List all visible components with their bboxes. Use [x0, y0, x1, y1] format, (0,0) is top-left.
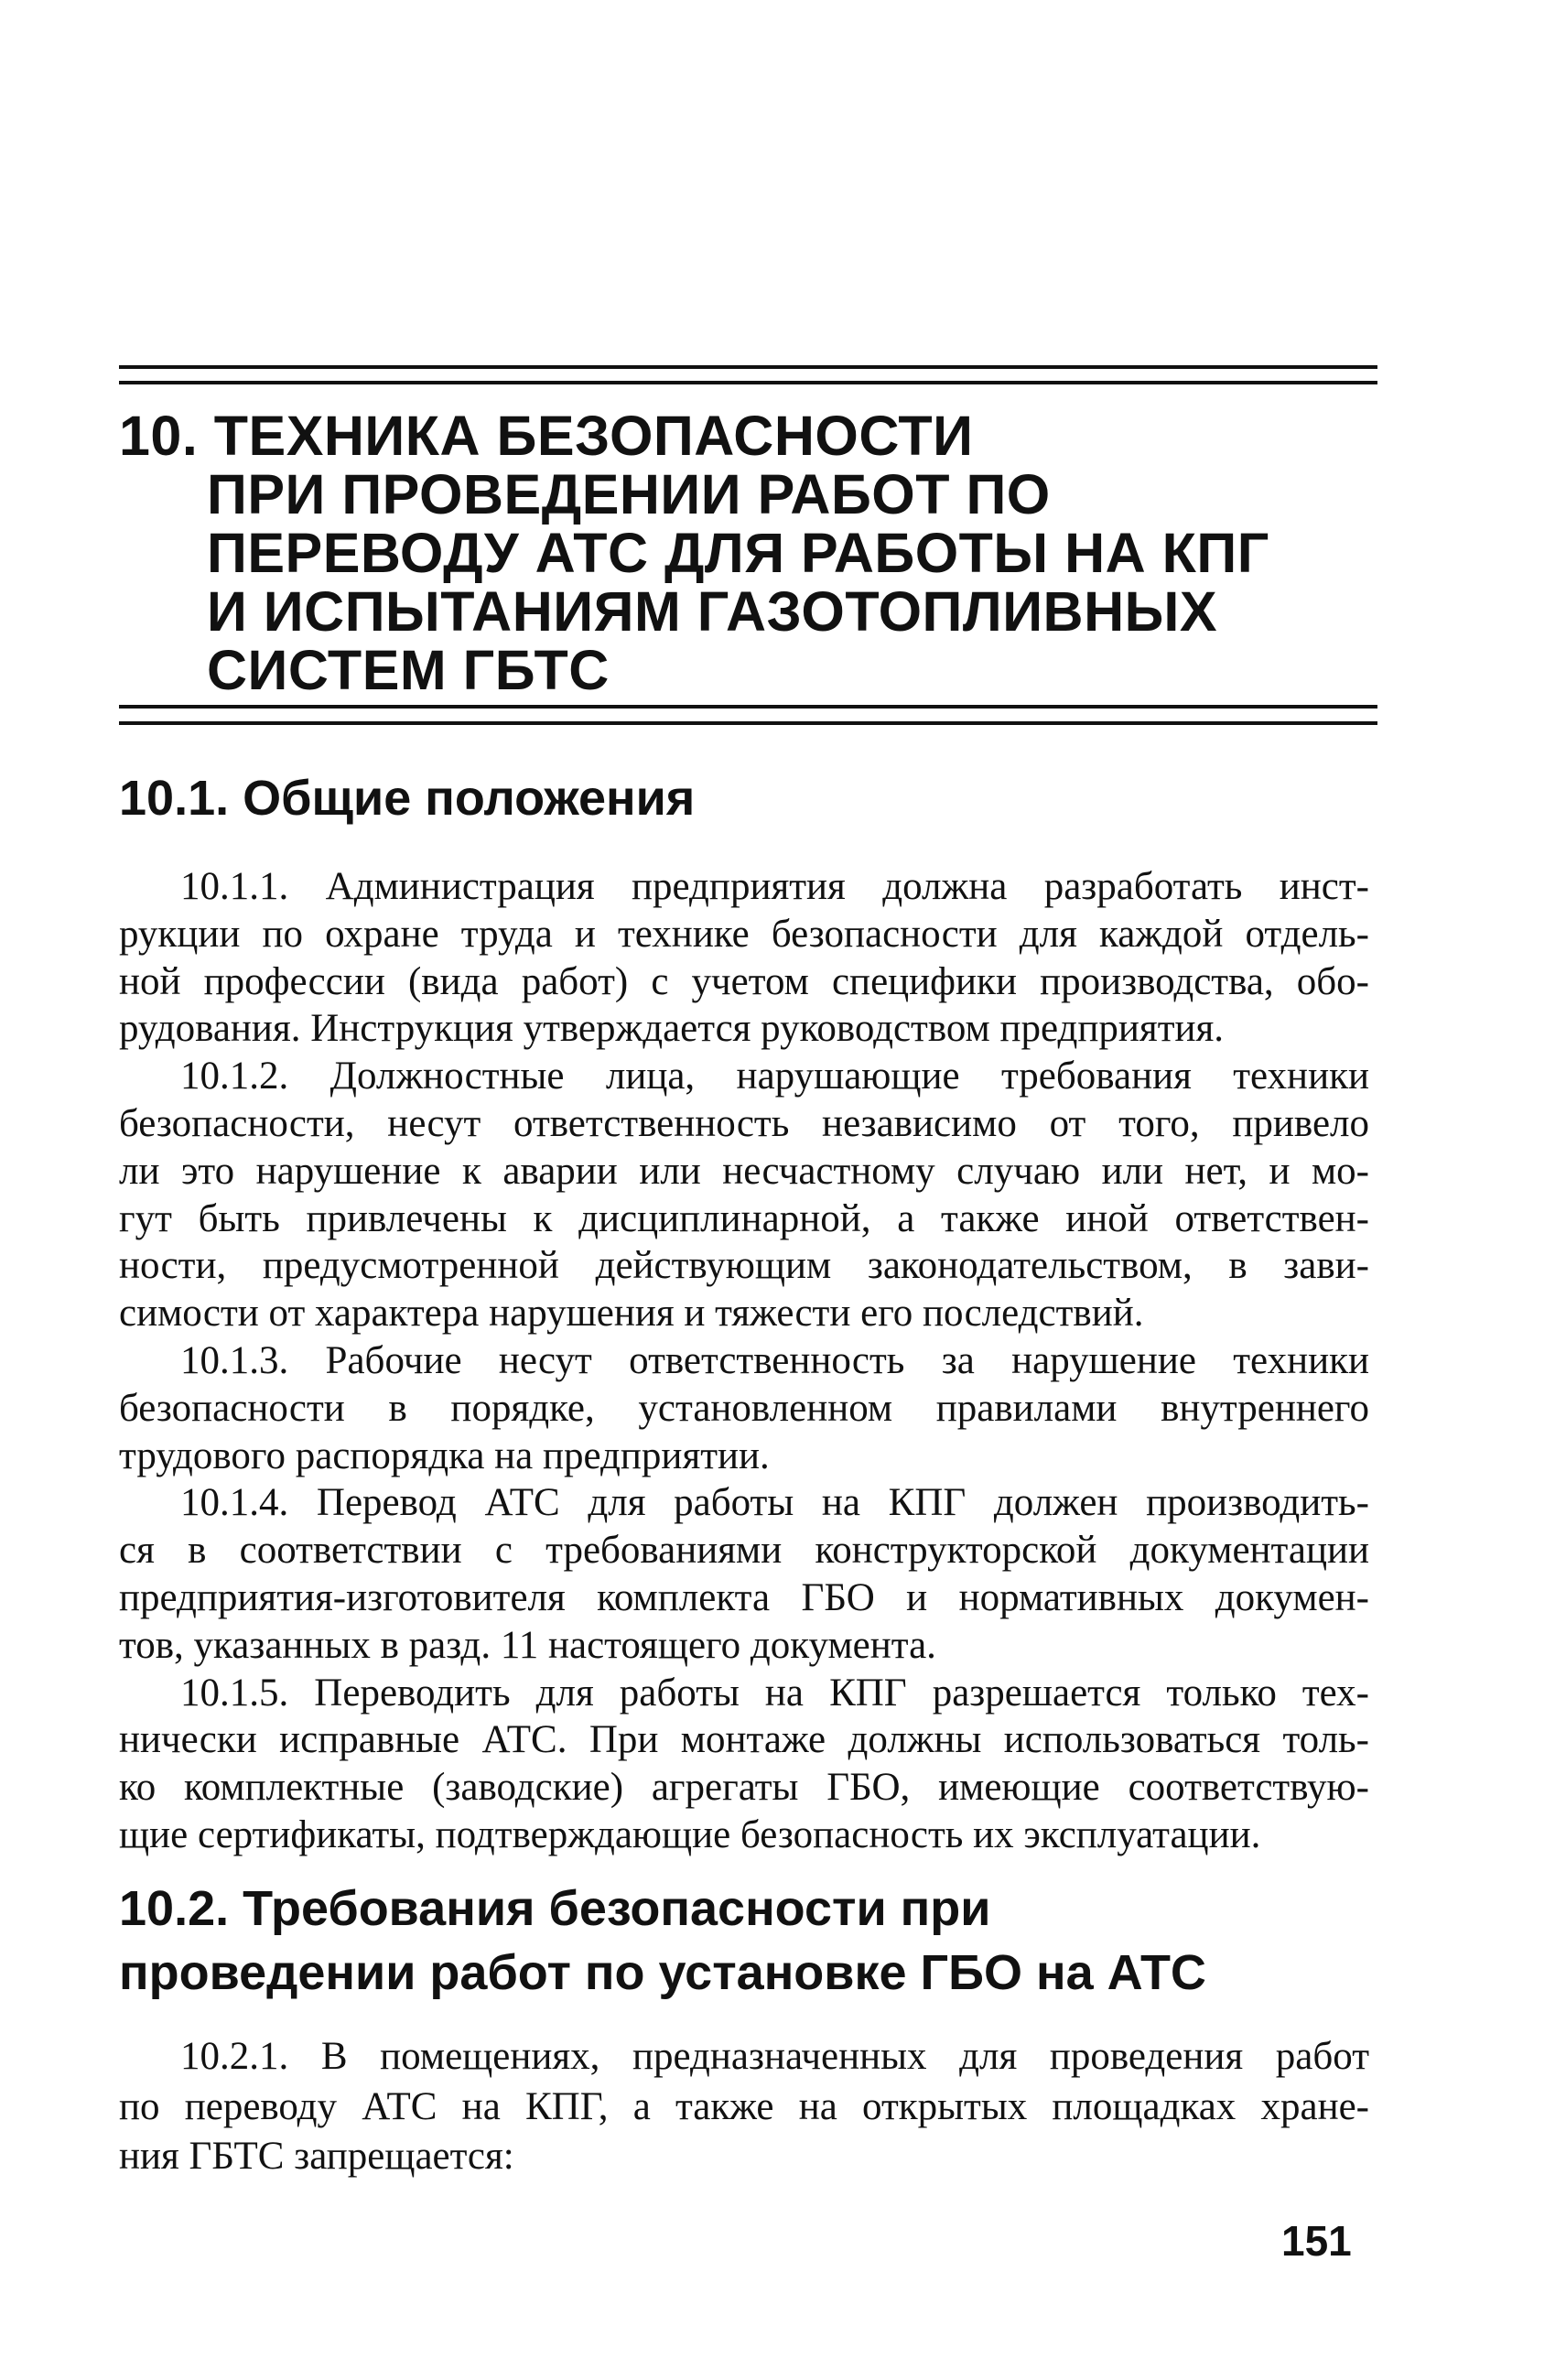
- paragraph: [119, 863, 1369, 1053]
- paragraph-line: рукции по охране труда и технике безопасности для каждой отдель-: [119, 912, 1369, 956]
- paragraph-line: ли это нарушение к аварии или несчастному случаю или нет, и мо-: [119, 1149, 1369, 1193]
- section-heading-10-1: 10.1. Общие положения: [119, 771, 696, 826]
- paragraph-line: 10.1.5. Переводить для работы на КПГ разрешается только тех-: [180, 1671, 1369, 1715]
- chapter-title: [119, 406, 1269, 699]
- top-rule-2: [119, 381, 1377, 384]
- section-10-2-body: [119, 2032, 1369, 2182]
- chapter-title-line: ПЕРЕВОДУ АТС ДЛЯ РАБОТЫ НА КПГ: [207, 522, 1269, 584]
- paragraph-line: 10.1.3. Рабочие несут ответственность за нарушение техники: [180, 1338, 1369, 1382]
- chapter-title-line: СИСТЕМ ГБТС: [207, 639, 610, 701]
- paragraph-line: 10.1.2. Должностные лица, нарушающие требования техники: [180, 1055, 1369, 1098]
- paragraph-line: рудования. Инструкция утверждается руководством предприятия.: [119, 1007, 1225, 1051]
- section-10-1-body: [119, 863, 1369, 1859]
- paragraph-line: трудового распорядка на предприятии.: [119, 1433, 770, 1477]
- paragraph-line: ко комплектные (заводские) агрегаты ГБО, имеющие соответствую-: [119, 1766, 1369, 1810]
- chapter-title-line: 10. ТЕХНИКА БЕЗОПАСНОСТИ: [119, 405, 974, 467]
- paragraph: [119, 1670, 1369, 1859]
- paragraph-line: ности, предусмотренной действующим законодательством, в зави-: [119, 1244, 1369, 1288]
- chapter-title-line: ПРИ ПРОВЕДЕНИИ РАБОТ ПО: [207, 463, 1051, 525]
- paragraph-line: 10.2.1. В помещениях, предназначенных для проведения работ: [180, 2035, 1369, 2078]
- paragraph-line: безопасности в порядке, установленном правилами внутреннего: [119, 1386, 1369, 1430]
- paragraph-line: симости от характера нарушения и тяжести его последствий.: [119, 1292, 1144, 1336]
- paragraph-line: ной профессии (вида работ) с учетом специфики производства, обо-: [119, 959, 1369, 1003]
- paragraph-line: ся в соответствии с требованиями конструкторской документации: [119, 1529, 1369, 1573]
- top-rule-1: [119, 365, 1377, 369]
- paragraph-line: по переводу АТС на КПГ, а также на открытых площадках хране-: [119, 2084, 1369, 2128]
- paragraph-line: предприятия-изготовителя комплекта ГБО и нормативных докумен-: [119, 1575, 1369, 1619]
- paragraph-line: нически исправные АТС. При монтаже должны использоваться толь-: [119, 1718, 1369, 1762]
- bottom-rule-2: [119, 721, 1377, 725]
- chapter-title-line: И ИСПЫТАНИЯМ ГАЗОТОПЛИВНЫХ: [207, 580, 1218, 643]
- paragraph-line: ния ГБТС запрещается:: [119, 2135, 514, 2178]
- paragraph-line: тов, указанных в разд. 11 настоящего документа.: [119, 1623, 936, 1667]
- page-number: 151: [1281, 2217, 1352, 2265]
- section-heading-line: 10.2. Требования безопасности при: [119, 1881, 991, 1936]
- paragraph: [119, 2032, 1369, 2182]
- paragraph-line: щие сертификаты, подтверждающие безопасность их эксплуатации.: [119, 1812, 1261, 1856]
- section-heading-line: проведении работ по установке ГБО на АТС: [119, 1945, 1206, 2000]
- bottom-rule-1: [119, 705, 1377, 709]
- paragraph: [119, 1337, 1369, 1479]
- paragraph-line: гут быть привлечены к дисциплинарной, а также иной ответствен-: [119, 1196, 1369, 1240]
- paragraph-line: 10.1.1. Администрация предприятия должна разработать инст-: [180, 865, 1369, 908]
- paragraph: [119, 1053, 1369, 1337]
- section-heading-10-2: [119, 1877, 1206, 2005]
- paragraph: [119, 1479, 1369, 1669]
- paragraph-line: 10.1.4. Перевод АТС для работы на КПГ должен производить-: [180, 1481, 1369, 1525]
- paragraph-line: безопасности, несут ответственность независимо от того, привело: [119, 1101, 1369, 1145]
